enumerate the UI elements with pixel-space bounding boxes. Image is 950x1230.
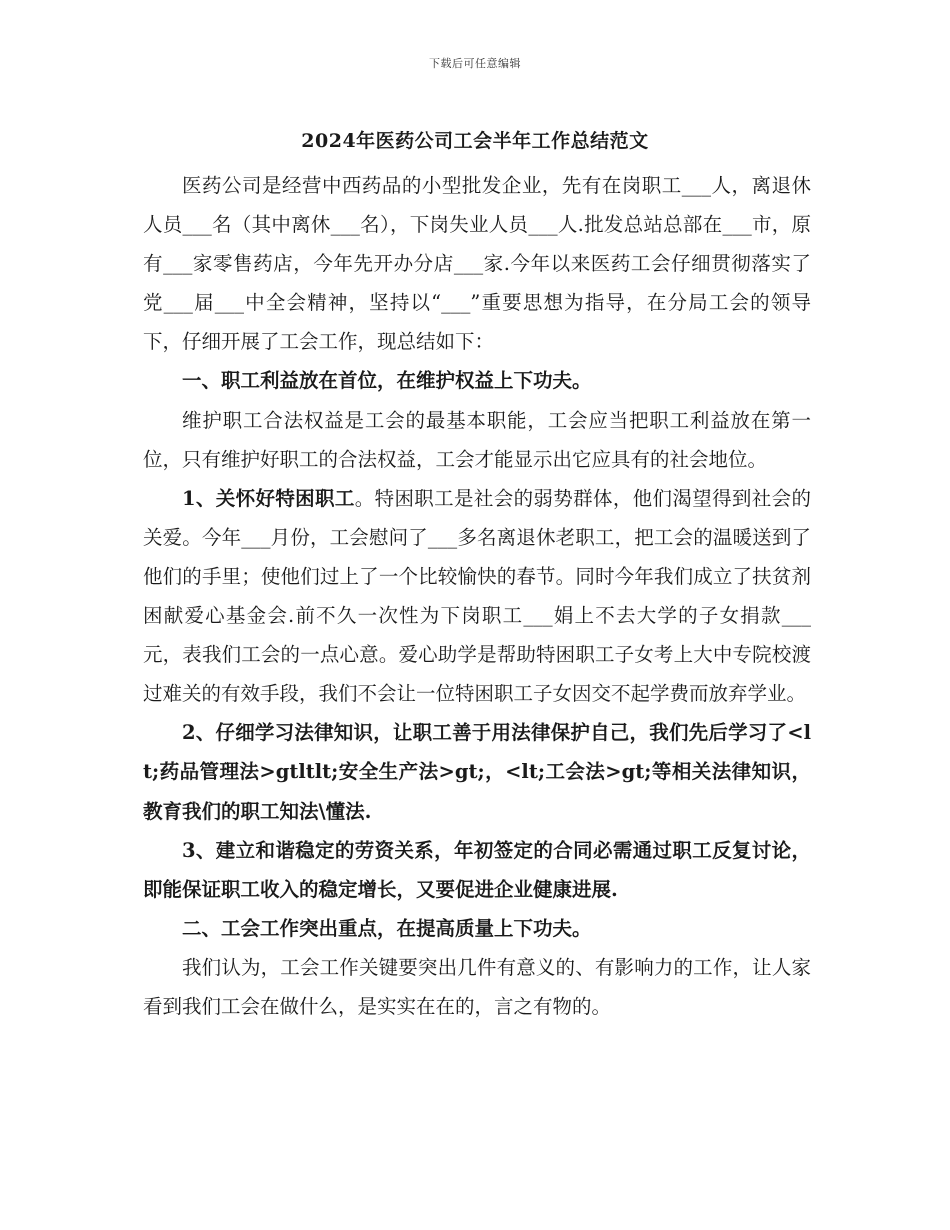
section1-heading: 一、职工利益放在首位，在维护权益上下功夫。 — [182, 369, 592, 393]
document-title: 2024年医药公司工会半年工作总结范文 — [301, 130, 649, 152]
item1-paragraph — [143, 479, 811, 714]
item2-paragraph: 2、仔细学习法律知识，让职工善于用法律保护自己，我们先后学习了<lt;药品管理法>gtltlt;安全生产法>gt;，<lt;工会法>gt;等相关法律知识，教育我们的职工知法\懂法. — [143, 721, 811, 823]
intro-paragraph: 医药公司是经营中西药品的小型批发企业，先有在岗职工___人，离退休人员___名（其中离休___名），下岗失业人员___人.批发总站总部在___市，原有___家零售药店，今年先开办分店___家.今年以来医药工会仔细贯彻落实了党___届___中全会精神，坚持以“___”重要思想为指导，在分局工会的领导下，仔细开展了工会工作，现总结如下： — [143, 174, 811, 354]
section2-paragraph: 我们认为，工会工作关键要突出几件有意义的、有影响力的工作，让人家看到我们工会在做什么，是实实在在的，言之有物的。 — [143, 955, 811, 1018]
item3-paragraph: 3、建立和谐稳定的劳资关系，年初签定的合同必需通过职工反复讨论，即能保证职工收入的稳定增长，又要促进企业健康进展. — [143, 838, 811, 901]
item1-lead: 1、关怀好特困职工 — [182, 486, 355, 510]
section1-paragraph: 维护职工合法权益是工会的最基本职能，工会应当把职工利益放在第一位，只有维护好职工的合法权益，工会才能显示出它应具有的社会地位。 — [143, 408, 811, 471]
header-note: 下载后可任意编辑 — [429, 57, 521, 70]
section2-heading: 二、工会工作突出重点，在提高质量上下功夫。 — [182, 916, 592, 940]
document-body — [143, 166, 811, 1026]
item1-body: 。特困职工是社会的弱势群体，他们渴望得到社会的关爱。今年___月份，工会慰问了___多名离退休老职工，把工会的温暖送到了他们的手里；使他们过上了一个比较愉快的春节。同时今年我们成立了扶贫剂困献爱心基金会.前不久一次性为下岗职工___娟上不去大学的子女捐款___元，表我们工会的一点心意。爱心助学是帮助特困职工子女考上大中专院校渡过难关的有效手段，我们不会让一位特困职工子女因交不起学费而放弃学业。 — [143, 486, 811, 706]
